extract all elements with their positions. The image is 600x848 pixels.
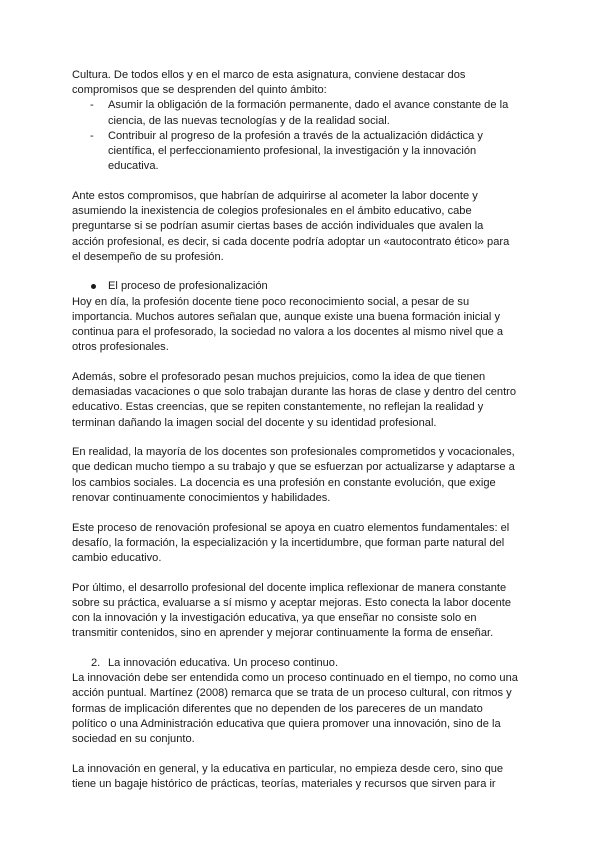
section-heading-innovation	[72, 656, 518, 671]
paragraph: En realidad, la mayoría de los docentes son profesionales comprometidos y vocacionales, que dedican mucho tiempo a su trabajo y que se esfuerzan por actualizarse y adaptarse a los cambios sociales. La docencia es una profesión en constante evolución, que exige renovar continuamente conocimientos y habilidades.	[72, 446, 515, 504]
section-heading-text: El proceso de profesionalización	[108, 280, 268, 293]
paragraph: Además, sobre el profesorado pesan muchos prejuicios, como la idea de que tienen demasiadas vacaciones o que solo trabajan durante las horas de clase y dentro del centro educativo. Estas creencias, que se repiten constantemente, no reflejan la realidad y terminan dañando la imagen social del docente y su identidad profesional.	[72, 370, 517, 429]
commitments-list	[72, 98, 518, 174]
paragraph: Hoy en día, la profesión docente tiene poco reconocimiento social, a pesar de su importancia. Muchos autores señalan que, aunque existe una buena formación inicial y continua para el profesorado, la sociedad no valora a los docentes al mismo nivel que a otros profesionales.	[72, 295, 504, 354]
paragraph: Este proceso de renovación profesional se apoya en cuatro elementos fundamentales: el desafío, la formación, la especialización y la incertidumbre, que forman parte natural del cambio educativo.	[72, 521, 510, 564]
list-item-text: Asumir la obligación de la formación permanente, dado el avance constante de la ciencia, de las nuevas tecnologías y de la realidad social.	[108, 99, 509, 127]
ethics-paragraph: Ante estos compromisos, que habrían de adquirirse al acometer la labor docente y asumiendo la inexistencia de colegios profesionales en el ámbito educativo, cabe preguntarse si se podrían asumir ciertas bases de acción individuales que avalen la acción profesional, es decir, si cada docente podría adoptar un «autocontrato ético» para el desempeño de su profesión.	[72, 189, 510, 263]
list-item-text: Contribuir al progreso de la profesión a través de la actualización didáctica y científica, el perfeccionamiento profesional, la investigación y la innovación educativa.	[108, 129, 483, 173]
paragraph: La innovación en general, y la educativa en particular, no empieza desde cero, sino que tiene un bagaje histórico de prácticas, teorías, materiales y recursos que sirven para ir	[72, 762, 504, 790]
paragraph: La innovación debe ser entendida como un proceso continuado en el tiempo, no como una acción puntual. Martínez (2008) remarca que se trata de un proceso cultural, con ritmos y formas de implicación diferentes que no dependen de los pareceres de un mandato político o una Administración educativa que quiera promover una innovación, sino de la sociedad en su conjunto.	[72, 672, 518, 746]
intro-paragraph: Cultura. De todos ellos y en el marco de esta asignatura, conviene destacar dos compromisos que se desprenden del quinto ámbito:	[72, 69, 466, 97]
document-page	[72, 68, 518, 792]
bullet-icon	[91, 284, 96, 289]
section-number: 2.	[91, 657, 101, 669]
dash-marker: -	[90, 99, 94, 112]
list-item	[72, 129, 518, 175]
paragraph: Por último, el desarrollo profesional del docente implica reflexionar de manera constante sobre su práctica, evaluarse a sí mismo y aceptar mejoras. Esto conecta la labor docente con la innovación y la investigación educativa, ya que enseñar no consiste solo en transmitir contenidos, sino en aprender y mejorar continuamente la forma de enseñar.	[72, 581, 512, 640]
dash-marker: -	[90, 129, 94, 142]
list-item	[72, 98, 518, 128]
section-heading-text: La innovación educativa. Un proceso continuo.	[108, 657, 339, 669]
section-heading-professionalization	[72, 279, 518, 294]
